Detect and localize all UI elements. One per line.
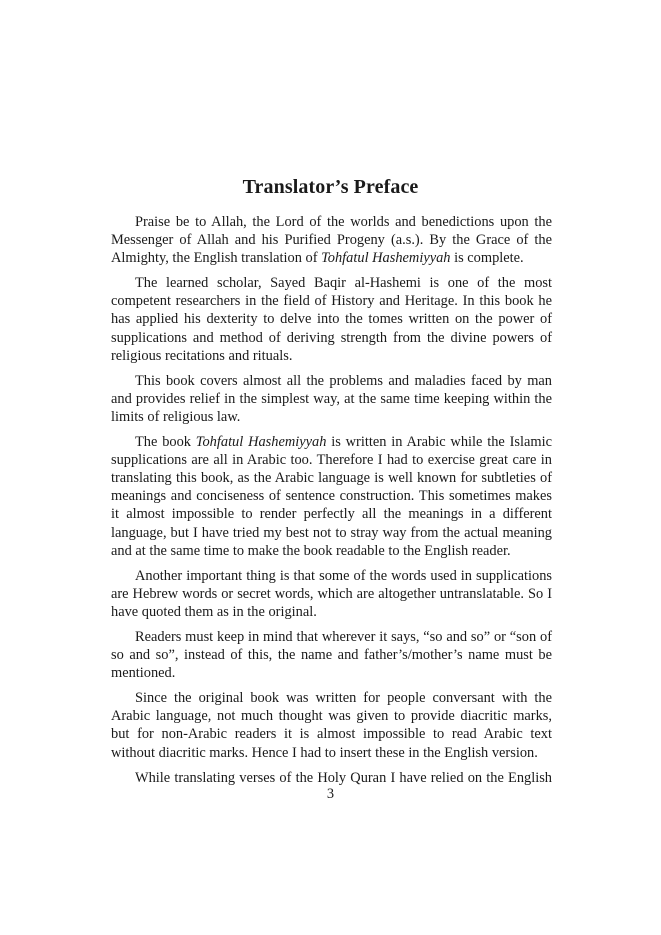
paragraph [111, 769, 552, 787]
paragraph [111, 274, 552, 364]
preface-body [111, 213, 552, 794]
book-title-italic: Tohfatul Hashemiyyah [195, 434, 327, 451]
text-run: is written in Arabic while the Islamic supplications are all in Arabic too. Therefore I had to exercise great care in translating this book, as the Arabic language is well known for subtleties of meanings and conciseness of sentence construction. This sometimes makes it almost impossible to render perfectly all the meanings in a different language, but I have tried my best not to stray way from the actual meaning and at the same time to make the book readable to the English reader. [111, 434, 552, 559]
text-run: Another important thing is that some of the words used in supplications are Hebrew words or secret words, which are altogether untranslatable. So I have quoted them as in the original. [111, 567, 552, 620]
paragraph [111, 689, 552, 761]
text-run: Since the original book was written for people conversant with the Arabic language, not much thought was given to provide diacritic marks, but for non-Arabic readers it is almost impossible to read Arabic text without diacritic marks. Hence I had to insert these in the English version. [111, 690, 552, 761]
paragraph [111, 628, 552, 682]
text-run: The learned scholar, Sayed Baqir al-Hashemi is one of the most competent researchers in the field of History and Heritage. In this book he has applied his dexterity to delve into the tomes written on the power of supplications and method of deriving strength from the divine powers of religious recitations and rituals. [111, 275, 552, 364]
text-run: Readers must keep in mind that wherever it says, “so and so” or “son of so and so”, instead of this, the name and father’s/mother’s name must be mentioned. [111, 628, 552, 682]
text-run: The book [135, 434, 196, 451]
text-run: While translating verses of the Holy Quran I have relied on the English [135, 769, 552, 786]
book-title-italic: Tohfatul Hashemiyyah [321, 250, 451, 267]
page-title: Translator’s Preface [242, 176, 419, 198]
page-number: 3 [326, 786, 335, 802]
paragraph [111, 372, 552, 426]
text-run: This book covers almost all the problems and maladies faced by man and provides relief in the simplest way, at the same time keeping within the limits of religious law. [111, 372, 552, 425]
paragraph [111, 567, 552, 621]
paragraph [111, 213, 552, 267]
text-run: is complete. [450, 250, 524, 267]
paragraph [111, 433, 552, 560]
text-run: Praise be to Allah, the Lord of the worlds and benedictions upon the Messenger of Allah and his Purified Progeny (a.s.). By the Grace of the Almighty, the English translation of [111, 214, 552, 267]
